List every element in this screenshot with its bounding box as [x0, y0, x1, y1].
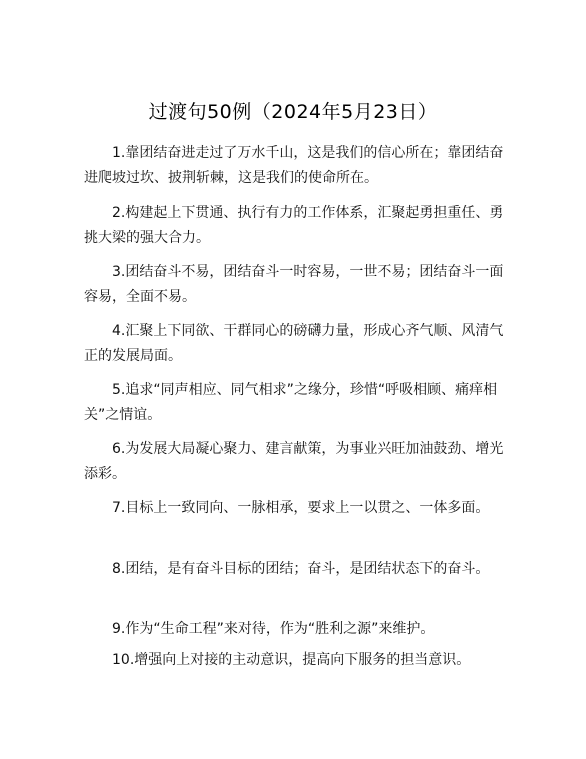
paragraph-6: 6.为发展大局凝心聚力、建言献策，为事业兴旺加油鼓劲、增光添彩。	[84, 441, 504, 482]
paragraph-3: 3.团结奋斗不易，团结奋斗一时容易，一世不易；团结奋斗一面容易，全面不易。	[84, 264, 504, 305]
document-title: 过渡句50例（2024年5月23日）	[148, 101, 438, 123]
paragraph-8: 8.团结，是有奋斗目标的团结；奋斗，是团结状态下的奋斗。	[112, 561, 490, 577]
paragraph-1: 1.靠团结奋进走过了万水千山，这是我们的信心所在；靠团结奋进爬坡过坎、披荆斩棘，这是我们的使命所在。	[84, 145, 504, 186]
paragraph-7: 7.目标上一致同向、一脉相承，要求上一以贯之、一体多面。	[112, 500, 490, 516]
paragraph-9: 9.作为“生命工程”来对待，作为“胜利之源”来维护。	[112, 621, 435, 637]
paragraph-5: 5.追求“同声相应、同气相求”之缘分，珍惜“呼吸相顾、痛痒相关”之情谊。	[84, 382, 498, 423]
paragraph-2: 2.构建起上下贯通、执行有力的工作体系，汇聚起勇担重任、勇挑大梁的强大合力。	[84, 205, 504, 246]
paragraph-10: 10.增强向上对接的主动意识，提高向下服务的担当意识。	[112, 652, 471, 668]
paragraph-4: 4.汇聚上下同欲、干群同心的磅礴力量，形成心齐气顺、风清气正的发展局面。	[84, 323, 504, 364]
